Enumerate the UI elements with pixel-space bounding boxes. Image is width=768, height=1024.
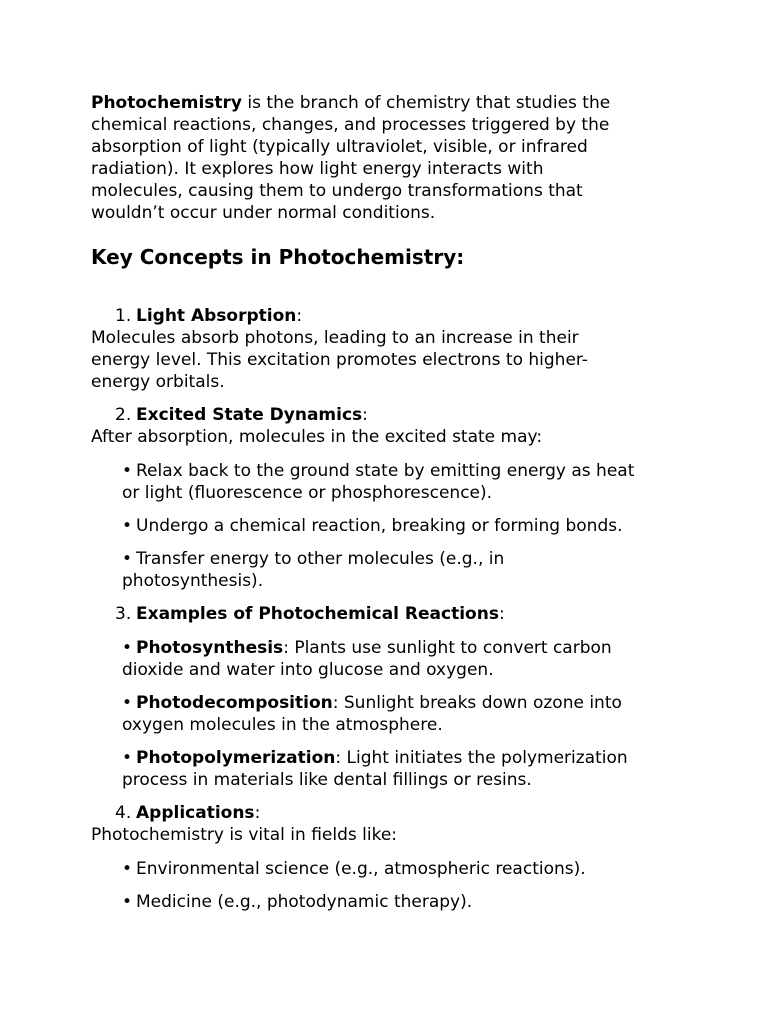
bullet-line: Medicine (e.g., photodynamic therapy). [136,892,473,912]
bullet-term: Photosynthesis [136,638,284,658]
intro-line: is the branch of chemistry that studies the [242,93,611,113]
item-title: Examples of Photochemical Reactions [136,604,499,624]
bullet-item [91,692,691,736]
item-title-line [91,802,691,824]
intro-term: Photochemistry [91,93,243,113]
item-number: 2. [115,405,132,425]
bullet-dot: • [122,549,133,569]
item-suffix: : [362,405,368,425]
bullet-line: or light (fluorescence or phosphorescence). [122,483,493,503]
bullet-item [91,548,691,592]
list-item-applications [91,802,691,913]
bullet-line: : Sunlight breaks down ozone into [332,693,622,713]
bullet-line: Undergo a chemical reaction, breaking or forming bonds. [136,516,623,536]
item-number: 1. [115,306,132,326]
document-page [91,92,691,913]
bullet-item [91,891,691,913]
item-title-line [91,404,691,426]
bullet-line: oxygen molecules in the atmosphere. [122,715,443,735]
item-title: Light Absorption [136,306,297,326]
intro-line: absorption of light (typically ultraviolet, visible, or infrared [91,137,588,157]
bullet-line: Environmental science (e.g., atmospheric reactions). [136,859,586,879]
bullet-dot: • [122,748,133,768]
item-suffix: : [296,306,303,326]
list-item-examples [91,603,691,791]
bullet-dot: • [122,892,133,912]
bullet-line: process in materials like dental fillings or resins. [122,770,532,790]
item-title-line [91,603,691,625]
section-heading: Key Concepts in Photochemistry: [91,245,465,269]
item-title: Excited State Dynamics [136,405,363,425]
bullet-item [91,747,691,791]
bullet-item [91,858,691,880]
bullet-line: : Plants use sunlight to convert carbon [283,638,612,658]
item-number: 3. [115,604,132,624]
intro-line: molecules, causing them to undergo transformations that [91,181,583,201]
list-item-light-absorption [91,305,691,393]
body-line: energy orbitals. [91,372,225,392]
bullet-dot: • [122,516,133,536]
bullet-dot: • [122,461,133,481]
item-number: 4. [115,803,132,823]
bullet-line: dioxide and water into glucose and oxygen. [122,660,494,680]
intro-paragraph [91,92,691,224]
body-line: After absorption, molecules in the excited state may: [91,427,543,447]
bullet-dot: • [122,693,133,713]
item-title-line [91,305,691,327]
body-line: Photochemistry is vital in fields like: [91,825,398,845]
bullet-dot: • [122,859,133,879]
item-suffix: : [254,803,261,823]
item-body [91,824,691,846]
bullet-line: photosynthesis). [122,571,264,591]
intro-line: chemical reactions, changes, and processes triggered by the [91,115,610,135]
item-body [91,426,691,448]
bullet-item [91,460,691,504]
body-line: energy level. This excitation promotes electrons to higher- [91,350,588,370]
list-item-excited-state [91,404,691,592]
bullet-line: Relax back to the ground state by emitting energy as heat [136,461,635,481]
bullet-line: Transfer energy to other molecules (e.g., in [136,549,505,569]
intro-line: radiation). It explores how light energy interacts with [91,159,544,179]
bullet-item [91,637,691,681]
bullet-item [91,515,691,537]
item-suffix: : [498,604,505,624]
bullet-term: Photopolymerization [136,748,336,768]
bullet-line: : Light initiates the polymerization [335,748,628,768]
item-title: Applications [136,803,255,823]
item-body [91,327,691,393]
body-line: Molecules absorb photons, leading to an increase in their [91,328,579,348]
bullet-dot: • [122,638,133,658]
bullet-term: Photodecomposition [136,693,333,713]
intro-line: wouldn’t occur under normal conditions. [91,203,436,223]
